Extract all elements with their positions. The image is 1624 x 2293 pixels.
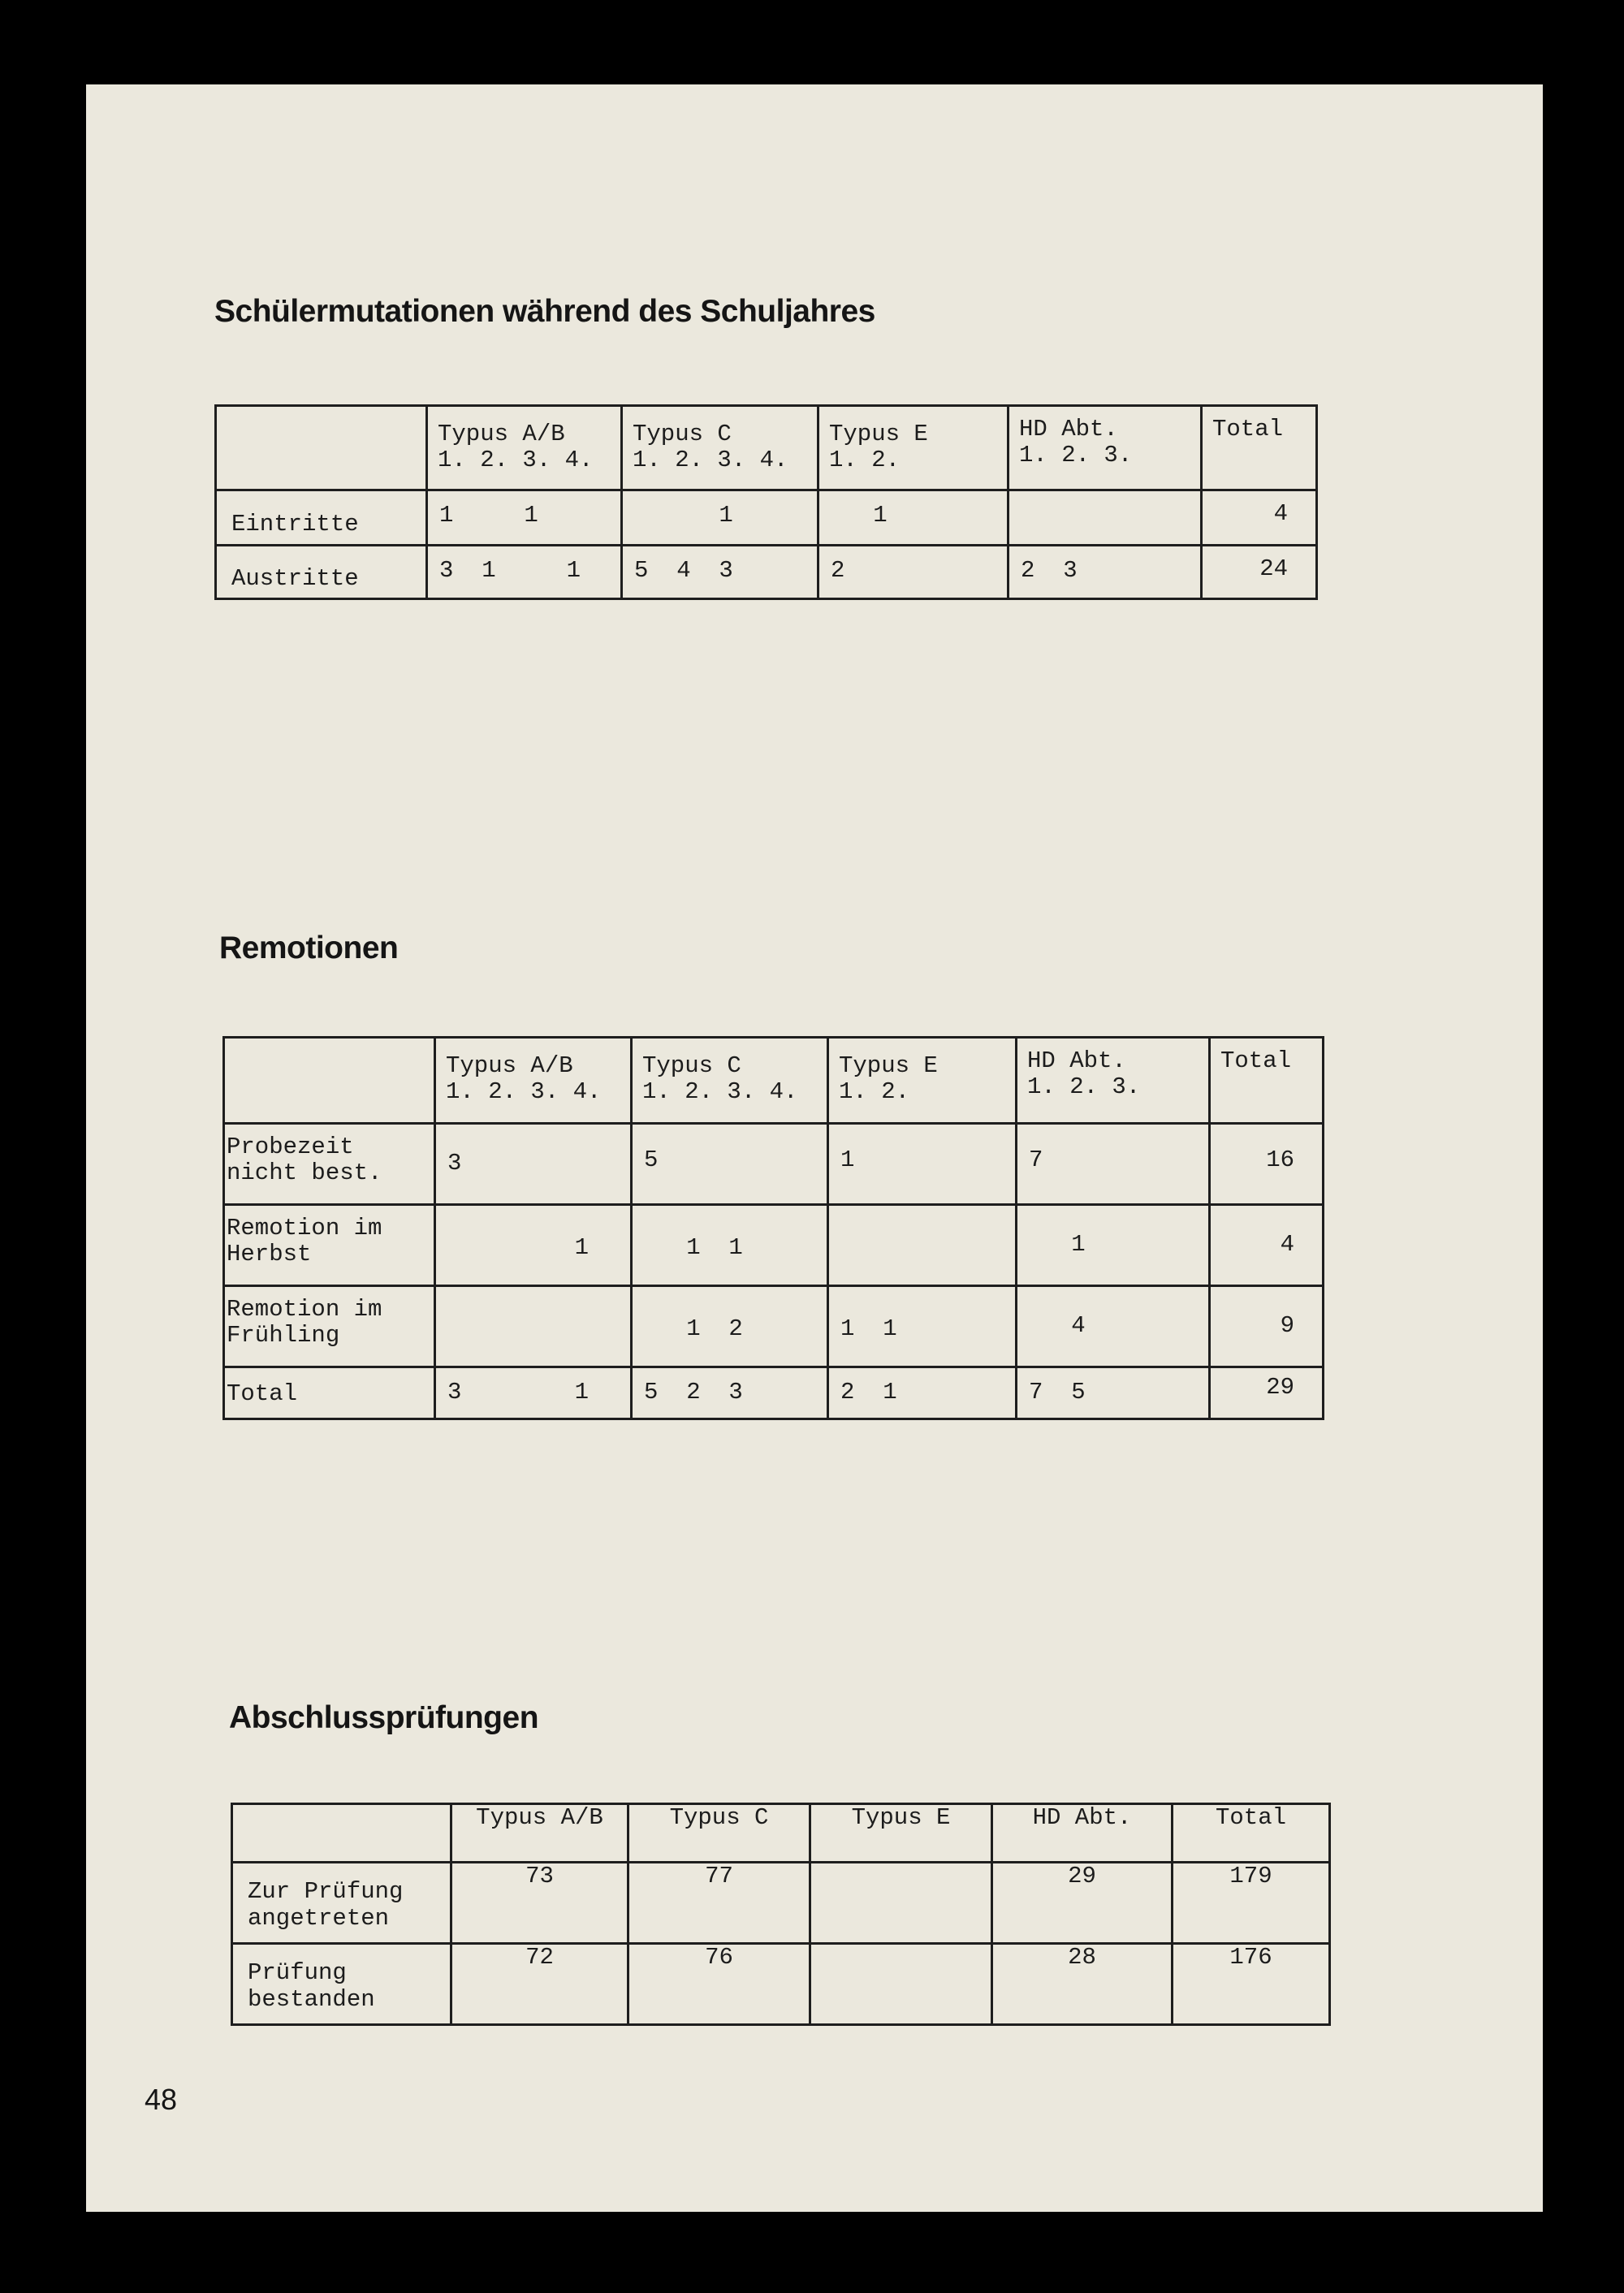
cell: 76 — [628, 1944, 810, 2025]
cell: 4 — [1017, 1286, 1210, 1367]
cell: 77 — [628, 1863, 810, 1944]
row-label: Zur Prüfung angetreten — [232, 1863, 451, 1944]
cell: 72 — [451, 1944, 628, 2025]
cell — [828, 1205, 1017, 1286]
cell: 1 1 — [828, 1286, 1017, 1367]
row-label: Eintritte — [216, 490, 427, 546]
cell-total: 4 — [1210, 1205, 1324, 1286]
cell: 7 — [1017, 1124, 1210, 1205]
cell: 1 2 — [632, 1286, 828, 1367]
header-empty — [216, 406, 427, 490]
table-row — [232, 1944, 1330, 2025]
row-label: Total — [224, 1367, 435, 1419]
table-row — [224, 1367, 1324, 1419]
cell: 1 1 — [427, 490, 622, 546]
table-row — [216, 546, 1317, 599]
cell-total: 9 — [1210, 1286, 1324, 1367]
cell: 1 — [828, 1124, 1017, 1205]
cell: 28 — [992, 1944, 1173, 2025]
header-typus-ab: Typus A/B — [451, 1804, 628, 1863]
cell: 73 — [451, 1863, 628, 1944]
header-typus-c: Typus C 1. 2. 3. 4. — [632, 1038, 828, 1124]
cell: 2 3 — [1009, 546, 1202, 599]
header-total: Total — [1210, 1038, 1324, 1124]
header-empty — [224, 1038, 435, 1124]
cell: 2 — [818, 546, 1009, 599]
table-row — [224, 1205, 1324, 1286]
row-label: Austritte — [216, 546, 427, 599]
header-total: Total — [1202, 406, 1317, 490]
header-hd-abt: HD Abt. 1. 2. 3. — [1017, 1038, 1210, 1124]
row-label: Remotion im Frühling — [224, 1286, 435, 1367]
cell-total: 179 — [1173, 1863, 1330, 1944]
cell — [810, 1944, 992, 2025]
cell: 3 — [435, 1124, 632, 1205]
cell: 1 — [818, 490, 1009, 546]
table-header-row — [224, 1038, 1324, 1124]
cell-total: 176 — [1173, 1944, 1330, 2025]
cell-total: 24 — [1202, 546, 1317, 599]
header-hd-abt: HD Abt. — [992, 1804, 1173, 1863]
table-row — [224, 1124, 1324, 1205]
section-title-schuelermutationen: Schülermutationen während des Schuljahres — [214, 294, 875, 329]
header-typus-c: Typus C — [628, 1804, 810, 1863]
exam-table — [231, 1803, 1331, 2026]
cell: 5 4 3 — [622, 546, 818, 599]
cell: 3 1 1 — [427, 546, 622, 599]
cell — [1009, 490, 1202, 546]
table-row — [232, 1863, 1330, 1944]
header-typus-e: Typus E 1. 2. — [818, 406, 1009, 490]
table-row — [216, 490, 1317, 546]
cell: 5 — [632, 1124, 828, 1205]
cell — [810, 1863, 992, 1944]
header-total: Total — [1173, 1804, 1330, 1863]
table-row — [224, 1286, 1324, 1367]
section-title-abschlusspruefungen: Abschlussprüfungen — [229, 1700, 539, 1735]
header-empty — [232, 1804, 451, 1863]
header-typus-c: Typus C 1. 2. 3. 4. — [622, 406, 818, 490]
row-label: Remotion im Herbst — [224, 1205, 435, 1286]
section-title-remotionen: Remotionen — [219, 931, 399, 965]
header-typus-e: Typus E 1. 2. — [828, 1038, 1017, 1124]
row-label: Probezeit nicht best. — [224, 1124, 435, 1205]
header-typus-ab: Typus A/B 1. 2. 3. 4. — [427, 406, 622, 490]
table-header-row — [216, 406, 1317, 490]
header-hd-abt: HD Abt. 1. 2. 3. — [1009, 406, 1202, 490]
header-typus-e: Typus E — [810, 1804, 992, 1863]
cell: 7 5 — [1017, 1367, 1210, 1419]
cell: 2 1 — [828, 1367, 1017, 1419]
row-label: Prüfung bestanden — [232, 1944, 451, 2025]
cell-total: 16 — [1210, 1124, 1324, 1205]
cell: 1 — [1017, 1205, 1210, 1286]
cell-total: 29 — [1210, 1367, 1324, 1419]
cell: 1 — [622, 490, 818, 546]
cell: 1 1 — [632, 1205, 828, 1286]
cell: 1 — [435, 1205, 632, 1286]
header-typus-ab: Typus A/B 1. 2. 3. 4. — [435, 1038, 632, 1124]
cell-total: 4 — [1202, 490, 1317, 546]
cell: 3 1 — [435, 1367, 632, 1419]
cell: 29 — [992, 1863, 1173, 1944]
remotion-table — [222, 1036, 1324, 1420]
table-header-row — [232, 1804, 1330, 1863]
cell: 5 2 3 — [632, 1367, 828, 1419]
mutation-table — [214, 404, 1318, 600]
cell — [435, 1286, 632, 1367]
page-number: 48 — [145, 2083, 178, 2116]
